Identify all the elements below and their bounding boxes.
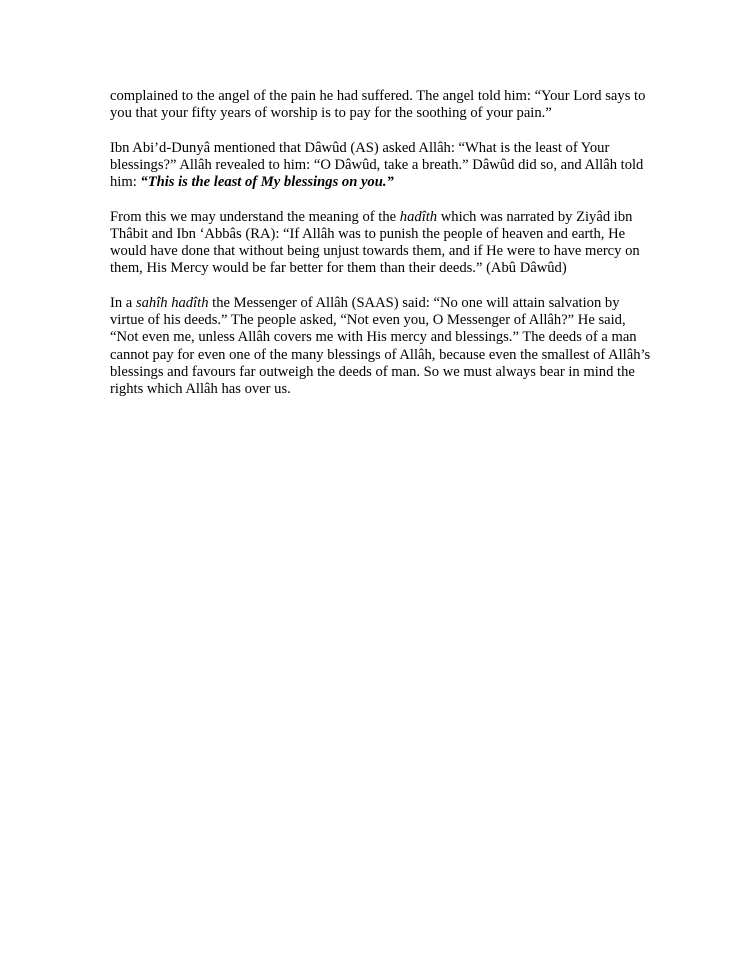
paragraph-hadith-ziyad (110, 209, 655, 278)
paragraph-text: From this we may understand the meaning of the (110, 208, 400, 225)
document-body (110, 88, 655, 416)
italic-term: hadîth (399, 208, 438, 225)
paragraph-text: complained to the angel of the pain he had suffered. The angel told him: “Your Lord says to you that your fifty years of worship is to pay for the soothing of your pain.” (110, 88, 646, 122)
paragraph-text: Ibn Abi’d-Dunyâ mentioned that Dâwûd (AS) asked Allâh: “What is the least of Your blessings?” Allâh revealed to him: “O Dâwûd, take a breath.” Dâwûd did so, and Allâh told him: (110, 139, 644, 191)
paragraph-text: which was narrated by Ziyâd ibn Thâbit and Ibn ‘Abbâs (RA): “If Allâh was to punish the people of heaven and earth, He would have done that without being unjust towards them, and if He were to have mercy on them, His Mercy would be far better for them than their deeds.” (Abû Dâwûd) (110, 208, 640, 277)
emphasized-quote: “This is the least of My blessings on you.” (140, 174, 394, 191)
italic-term: sahîh hadîth (135, 295, 209, 311)
paragraph-sahih-hadith (110, 295, 655, 398)
paragraph-dawud-blessings (110, 140, 655, 192)
paragraph-angel-pain (110, 88, 655, 122)
paragraph-text: the Messenger of Allâh (SAAS) said: “No one will attain salvation by virtue of his deeds.” The people asked, “Not even you, O Messenger of Allâh?” He said, “Not even me, unless Allâh covers me with His mercy and blessings.” The deeds of a man cannot pay for even one of the many blessings of Allâh, because even the smallest of Allâh’s blessings and favours far outweigh the deeds of man. So we must always bear in mind the rights which Allâh has over us. (110, 295, 651, 398)
paragraph-text: In a (110, 295, 136, 311)
